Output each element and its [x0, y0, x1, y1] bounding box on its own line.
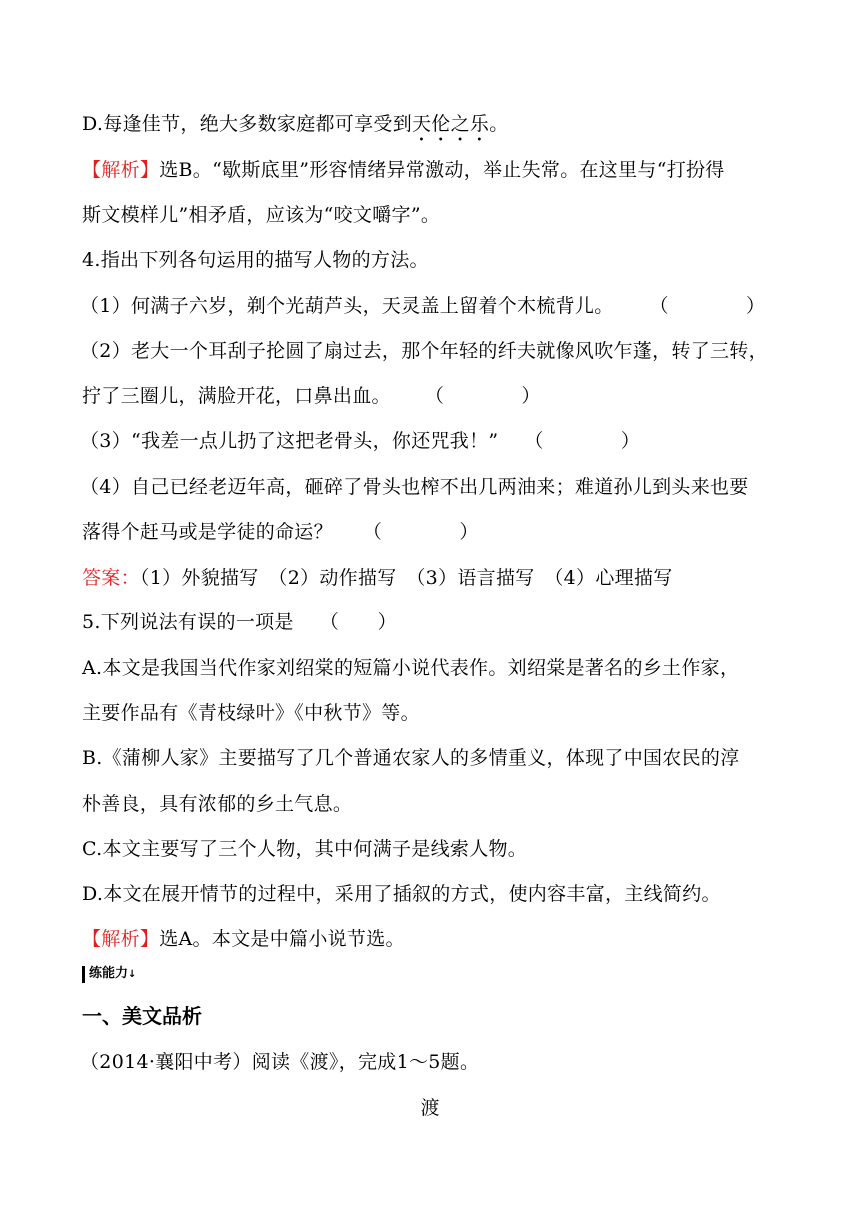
- section-tag-label: 练能力: [89, 966, 129, 981]
- q4-item2-line1: （2）老大一个耳刮子抡圆了扇过去，那个年轻的纤夫就像风吹乍蓬，转了三转，: [80, 340, 768, 362]
- q5-option-c: C.本文主要写了三个人物，其中何满子是线索人物。: [82, 838, 528, 860]
- q4-item1-text: （1）何满子六岁，剃个光葫芦头，天灵盖上留着个木梳背儿。: [80, 295, 614, 317]
- q4-item1-blank: （ ）: [649, 295, 766, 317]
- down-arrow-icon: ↓: [128, 969, 137, 980]
- q4-item3-text: （3）“我差一点儿扔了这把老骨头，你还咒我！”: [80, 430, 499, 452]
- q3-analysis-line1: [82, 158, 725, 182]
- q4-item4-line1: （4）自己已经老迈年高，砸碎了骨头也榨不出几两油来；难道孙儿到头来也要: [80, 476, 749, 498]
- q4-item2-blank: （ ）: [424, 385, 541, 407]
- section-heading: 一、美文品析: [82, 1004, 202, 1028]
- q3-analysis-label: 【解析】: [82, 159, 160, 181]
- article-title: 渡: [420, 1097, 440, 1119]
- q4-item4-line2: [82, 520, 479, 544]
- section-tag: [82, 966, 136, 983]
- q3-option-d-emphasis: 天伦之乐: [412, 113, 490, 135]
- q5-option-a-line1: A.本文是我国当代作家刘绍棠的短篇小说代表作。刘绍棠是著名的乡土作家，: [82, 657, 740, 679]
- q3-option-d-suffix: 。: [489, 113, 509, 135]
- q4-stem: 4.指出下列各句运用的描写人物的方法。: [82, 249, 429, 271]
- q4-item3-blank: （ ）: [524, 430, 641, 452]
- q4-item3: [80, 429, 640, 453]
- q3-analysis-text1: 选B。“歇斯底里”形容情绪异常激动，举止失常。在这里与“打扮得: [159, 159, 725, 181]
- q5-option-b-line2: 朴善良，具有浓郁的乡土气息。: [82, 793, 353, 815]
- q3-analysis-line2: 斯文模样儿”相矛盾，应该为“咬文嚼字”。: [82, 204, 441, 226]
- q4-item4-blank: （ ）: [362, 521, 479, 543]
- q5-analysis: [82, 927, 405, 951]
- q4-item2-text: 拧了三圈儿，满脸开花，口鼻出血。: [82, 385, 391, 407]
- q5-stem-blank: （ ）: [319, 611, 397, 633]
- q5-analysis-label: 【解析】: [82, 928, 160, 950]
- q4-answer: [82, 566, 673, 590]
- q5-analysis-text: 选A。本文是中篇小说节选。: [159, 928, 405, 950]
- q5-stem: [82, 610, 397, 634]
- q4-item1: [80, 294, 765, 318]
- reading-source-line: （2014·襄阳中考）阅读《渡》，完成1～5题。: [80, 1051, 480, 1073]
- q3-option-d: [82, 112, 509, 146]
- q4-item4-text: 落得个赶马或是学徒的命运？: [82, 521, 333, 543]
- q4-item2-line2: [82, 384, 541, 408]
- q3-option-d-text: D.每逢佳节，绝大多数家庭都可享受到: [82, 113, 412, 135]
- q5-option-a-line2: 主要作品有《青枝绿叶》《中秋节》等。: [82, 702, 420, 724]
- q5-stem-text: 5.下列说法有误的一项是: [82, 611, 294, 633]
- q4-answer-label: 答案：: [82, 567, 140, 589]
- q4-answer-text: （1）外貌描写 （2）动作描写 （3）语言描写 （4）心理描写: [139, 567, 673, 589]
- q5-option-b-line1: B.《蒲柳人家》主要描写了几个普通农家人的多情重义，体现了中国农民的淳: [82, 747, 740, 769]
- q5-option-d: D.本文在展开情节的过程中，采用了插叙的方式，使内容丰富，主线简约。: [82, 883, 721, 905]
